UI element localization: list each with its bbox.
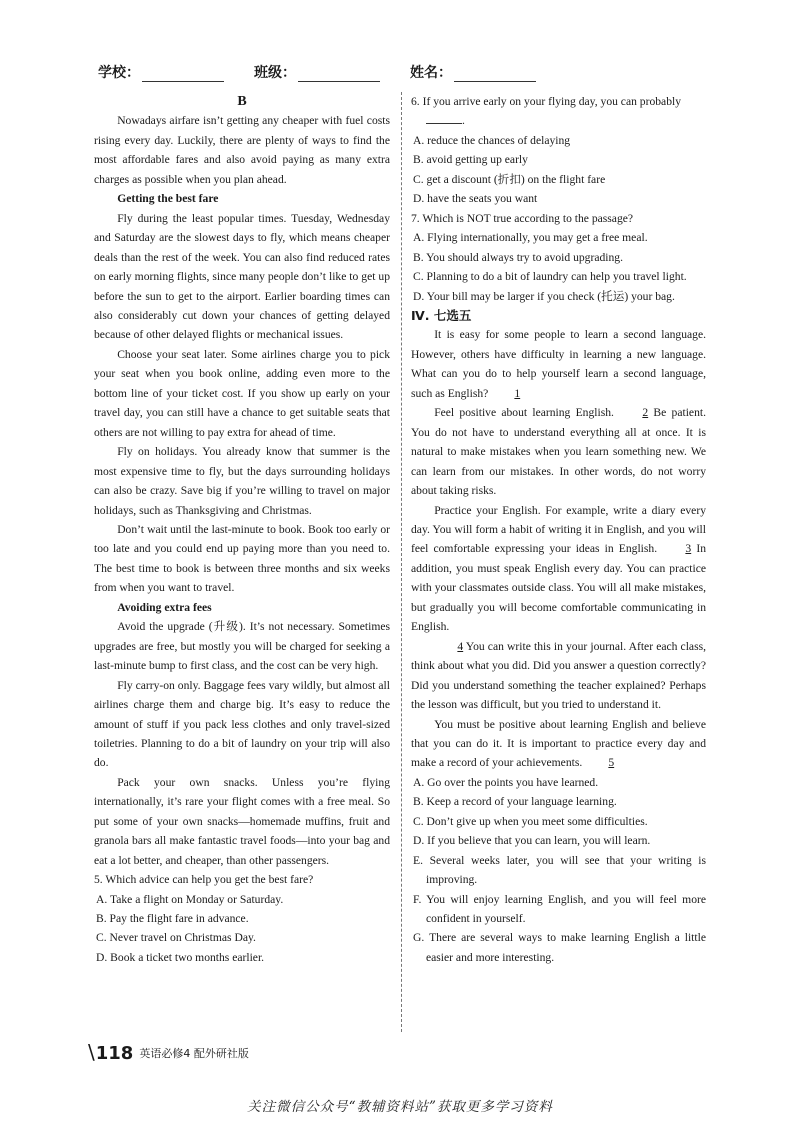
blank-3: 3 [685, 542, 692, 556]
paragraph-dont-wait: Don’t wait until the last-minute to book. Book too early or too late and you could end up paying more than you need to. The best time to book is between three months and six weeks from when you want to travel. [94, 522, 390, 595]
name-blank [454, 67, 536, 82]
left-column [94, 92, 390, 967]
choice-g: G. There are several ways to make learning English a little easier and more interesting. [413, 931, 706, 964]
name-label: 姓名： [410, 65, 452, 81]
q6-option-c: C. get a discount (折扣) on the flight fare [413, 172, 606, 186]
cloze-text-4: You can write this in your journal. After each class, think about what you did. Did you answer a question correctly? Did you understand something the teacher explained? Perhaps the lesson was difficult, but you tried to understand it. [411, 639, 706, 712]
question-6 [411, 92, 706, 111]
bottom-note: 关注微信公众号“教辅资料站”获取更多学习资料 [247, 1099, 553, 1115]
class-field [254, 62, 380, 82]
q7-option-d: D. Your bill may be larger if you check (托运) your bag. [413, 289, 675, 303]
cloze-text-2a: Feel positive about learning English. [434, 406, 614, 420]
cloze-paragraph-5 [411, 715, 706, 773]
cloze-text-1: It is easy for some people to learn a second language. However, others have difficulty in learning a new language. What can you do to help yourself learn a second language, such as English? [411, 328, 706, 400]
cloze-text-2b: Be patient. You do not have to understand everything all at once. It is natural to make mistakes when you learn something new. We can learn from our mistakes. In other words, do not worry about taking risks. [411, 406, 706, 498]
paragraph-avoid-upgrade: Avoid the upgrade (升级). It’s not necessary. Sometimes upgrades are free, but mostly you will be charged for seeking a last-minute bump to first class, and the cost can be very high. [94, 620, 390, 673]
q5-option-c: C. Never travel on Christmas Day. [96, 931, 256, 945]
cloze-paragraph-2 [411, 403, 706, 500]
name-field [410, 62, 536, 82]
cloze-text-3b: In addition, you must speak English every day. You can practice with your classmates outside class. You will all make mistakes, but gradually you will become comfortable communicating in English. [411, 542, 706, 634]
subheading-extra-fees: Avoiding extra fees [117, 600, 212, 614]
q5-option-b: B. Pay the flight fare in advance. [96, 912, 249, 926]
q7-option-b: B. You should always try to avoid upgrading. [413, 250, 623, 264]
school-label: 学校： [98, 65, 140, 81]
book-name: 英语必修4 配外研社版 [139, 1047, 249, 1060]
blank-5: 5 [608, 756, 615, 770]
blank-4: 4 [457, 639, 464, 653]
q5-option-a: A. Take a flight on Monday or Saturday. [96, 892, 284, 906]
column-divider [401, 92, 402, 1032]
paragraph-choose-seat: Choose your seat later. Some airlines charge you to pick your seat when you book online, adding even more to the bottom line of your ticket cost. If you show up early on your travel day, you can still have a chance to get suitable seats that others are not willing to pay extra for ahead of time. [94, 347, 390, 439]
choice-f: F. You will enjoy learning English, and you will feel more confident in yourself. [413, 892, 706, 926]
page-number: 118 [95, 1043, 134, 1064]
choice-d: D. If you believe that you can learn, you will learn. [413, 834, 651, 848]
right-column [411, 92, 706, 967]
student-info-header [98, 62, 718, 82]
cloze-text-5: You must be positive about learning English and believe that you can do it. It is important to practice every day and make a record of your achievements. [411, 717, 706, 770]
blank-2: 2 [642, 406, 649, 420]
choice-b: B. Keep a record of your language learning. [413, 795, 617, 809]
blank-1: 1 [514, 386, 521, 400]
choice-a: A. Go over the points you have learned. [413, 775, 599, 789]
q6-option-d: D. have the seats you want [413, 192, 538, 206]
paragraph-fly-least-popular: Fly during the least popular times. Tuesday, Wednesday and Saturday are the slowest days to fly, which means cheaper deals than the rest of the week. You can also find reduced rates on early morning flights, since many people don’t like to get up before the sun to get to the airport. Earlier boarding times can also considerably cut down your chances of getting delayed because of other delayed flights or mechanical issues. [94, 211, 390, 342]
q5-option-d: D. Book a ticket two months earlier. [96, 950, 265, 964]
passage-intro: Nowadays airfare isn’t getting any cheaper with fuel costs rising every day. Luckily, there are plenty of ways to find the most affordable fares and also avoid paying as many extra charges as possible when you plan ahead. [94, 114, 390, 186]
choice-e: E. Several weeks later, you will see that your writing is improving. [413, 853, 706, 887]
paragraph-fly-holidays: Fly on holidays. You already know that summer is the most expensive time to fly, but the days surrounding holidays can also be crazy. Save big if you’re willing to travel on major holidays, such as Thanksgiving and Christmas. [94, 445, 390, 517]
choice-c: C. Don’t give up when you meet some difficulties. [413, 814, 648, 828]
class-blank [298, 67, 380, 82]
subheading-best-fare: Getting the best fare [117, 192, 219, 206]
q7-option-c: C. Planning to do a bit of laundry can help you travel light. [413, 270, 687, 284]
cloze-paragraph-3 [411, 501, 706, 637]
page-footer [88, 1040, 249, 1064]
section-heading: Ⅳ. 七选五 [411, 307, 472, 323]
paragraph-carry-on: Fly carry-on only. Baggage fees vary wildly, but almost all airlines charge them and charge big. It’s easy to reduce the amount of stuff if you pack less clothes and only travel-sized toiletries. Planning to do a bit of laundry on your trip will also do. [94, 678, 390, 770]
passage-title: B [237, 94, 247, 109]
cloze-text-3a: Practice your English. For example, write a diary every day. You will form a habit of writing it in English, and you will feel comfortable expressing your ideas in English. [411, 503, 706, 556]
question-6-text: 6. If you arrive early on your flying day, you can probably [411, 95, 682, 108]
question-7: 7. Which is NOT true according to the passage? [411, 211, 634, 225]
question-6-blank-line: . [411, 111, 706, 130]
class-label: 班级： [254, 65, 296, 81]
page-slash-mark: \ [88, 1040, 95, 1064]
paragraph-snacks: Pack your own snacks. Unless you’re flying internationally, it’s rare your flight comes with a free meal. So put some of your own snacks—homemade muffins, fruit and granola bars all make fantastic travel foods—into your bag and eat a lot better, and cheaper, than other passengers. [94, 775, 390, 867]
school-blank [142, 67, 224, 82]
q6-option-a: A. reduce the chances of delaying [413, 133, 571, 147]
question-5: 5. Which advice can help you get the best fare? [94, 873, 314, 887]
q6-option-b: B. avoid getting up early [413, 153, 528, 167]
school-field [98, 62, 224, 82]
answer-blank [426, 111, 462, 124]
cloze-paragraph-4 [411, 637, 706, 715]
q7-option-a: A. Flying internationally, you may get a free meal. [413, 231, 648, 245]
cloze-paragraph-1 [411, 325, 706, 403]
